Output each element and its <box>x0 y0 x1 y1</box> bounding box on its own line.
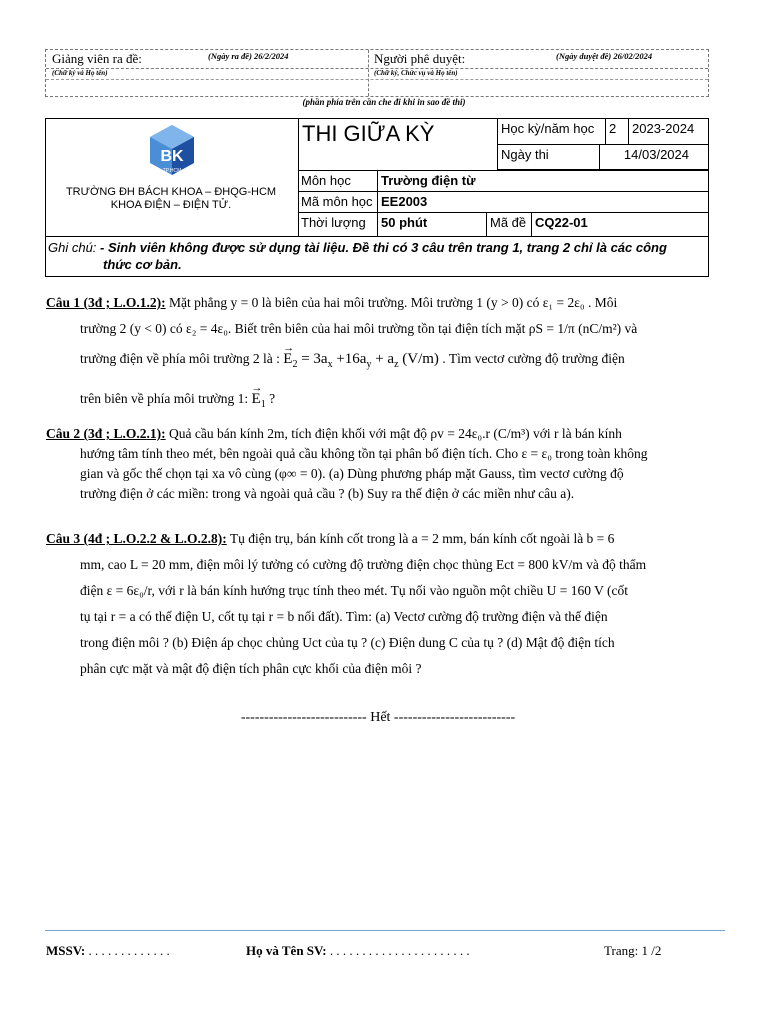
exam-code-label: Mã đề <box>486 212 532 237</box>
student-name <box>246 943 470 959</box>
page-number <box>604 943 661 959</box>
subject-label: Môn học <box>298 170 378 192</box>
reviewer-sign-hint: (Chữ ký, Chức vụ và Họ tên) <box>374 69 458 77</box>
date-label: Ngày thi <box>497 144 600 170</box>
semester-value: 2 <box>605 119 629 145</box>
note-text-1: - Sinh viên không được sử dụng tài liệu. Đề thi có 3 câu trên trang 1, trang 2 chỉ là các công <box>96 240 667 255</box>
footer <box>46 943 170 959</box>
lecturer-sign-hint: (Chữ ký và Họ tên) <box>52 69 108 77</box>
q2-line1: Quả cầu bán kính 2m, tích điện khối với mật độ ρv = 24ε₀.r (C/m³) với r là bán kính <box>165 426 622 441</box>
reviewer-date: (Ngày duyệt đề) 26/02/2024 <box>556 51 653 61</box>
note-text-2: thức cơ bản. <box>103 257 182 272</box>
question-1 <box>46 290 724 422</box>
exam-note <box>48 239 667 273</box>
q2-label: Câu 2 (3đ ; L.O.2.1): <box>46 426 166 441</box>
page-label: Trang: <box>604 943 639 958</box>
q1-line3 <box>46 342 724 382</box>
q3-line2: mm, cao L = 20 mm, điện môi lý tưởng có cường độ trường điện chọc thủng Ect = 800 kV/m và độ thẩm <box>80 557 647 572</box>
page-value: 1 /2 <box>641 943 662 958</box>
question-2 <box>46 424 724 504</box>
lecturer-date: (Ngày ra đề) 26/2/2024 <box>208 51 289 61</box>
q1-line4-b: ? <box>265 391 276 406</box>
school-line-2: KHOA ĐIỆN – ĐIỆN TỬ. <box>110 199 232 211</box>
q1-line3-a: trường điện về phía môi trường 2 là : <box>80 351 284 366</box>
duration-label: Thời lượng <box>298 212 378 237</box>
note-label: Ghi chú: <box>48 240 97 255</box>
q3-line1: Tụ điện trụ, bán kính cốt trong là a = 2 mm, bán kính cốt ngoài là b = 6 <box>226 531 615 546</box>
q1-formula: → $E_2 = 3a_x +16a_y + a_z$ (V/m) <box>283 351 439 367</box>
question-3 <box>46 526 724 682</box>
q3-line3: điện ε = 6ε₀/r, với r là bán kính hướng trục tính theo mét. Tụ nối vào nguồn một chiều U = 160 V (cốt <box>80 583 629 598</box>
cover-note: (phần phía trên cần che đi khi in sao đề thi) <box>302 97 466 107</box>
course-code-label: Mã môn học <box>298 191 378 213</box>
school-name <box>46 186 296 212</box>
end-marker: --------------------------- Hết -------------------------- <box>240 710 516 725</box>
q1-line3-b: . Tìm vectơ cường độ trường điện <box>442 351 625 366</box>
q2-line3: gian và gốc thế chọn tại xa vô cùng (φ∞ = 0). (a) Dùng phương pháp mặt Gauss, tìm vectơ cường độ <box>80 466 624 481</box>
mssv-dots: . . . . . . . . . . . . . <box>88 943 170 958</box>
q1-line2: trường 2 (y < 0) có ε₂ = 4ε₀. Biết trên biên của hai môi trường tồn tại điện tích mặt ρS = 1/π (nC/m²) và <box>80 321 638 336</box>
lecturer-label: Giảng viên ra đề: <box>52 51 142 66</box>
vec-e2: → E <box>283 342 292 376</box>
q3-line4: tụ tại r = a có thế điện U, cốt tụ tại r = b nối đất). Tìm: (a) Vectơ cường độ trường điện và thế điện <box>80 609 608 624</box>
semester-label: Học kỳ/năm học <box>497 119 606 145</box>
duration-value: 50 phút <box>377 212 487 237</box>
date-value: 14/03/2024 <box>599 144 709 170</box>
logo-sub: TP.HCM <box>162 168 182 174</box>
q3-line5: trong điện môi ? (b) Điện áp chọc chủng Uct của tụ ? (c) Điện dung C của tụ ? (d) Mật độ điện tích <box>80 635 615 650</box>
name-label: Họ và Tên SV: <box>246 943 327 958</box>
q2-line2: hướng tâm tính theo mét, bên ngoài quả cầu không tồn tại phân bố điện tích. Cho ε = ε₀ trong toàn không <box>80 446 648 461</box>
approval-box <box>45 49 709 97</box>
exam-header-table <box>45 118 709 277</box>
name-dots: . . . . . . . . . . . . . . . . . . . . . . <box>329 943 470 958</box>
course-code-value: EE2003 <box>377 191 709 213</box>
footer-rule <box>45 930 725 931</box>
bk-logo <box>142 123 202 187</box>
q1-line1: Mặt phẳng y = 0 là biên của hai môi trường. Môi trường 1 (y > 0) có ε₁ = 2ε₀ . Môi <box>165 295 618 310</box>
reviewer-label: Người phê duyệt: <box>374 51 466 66</box>
exam-title: THI GIỮA KỲ <box>302 121 435 146</box>
logo-text: BK <box>160 148 184 165</box>
year-value: 2023-2024 <box>628 119 709 145</box>
q3-label: Câu 3 (4đ ; L.O.2.2 & L.O.2.8): <box>46 531 227 546</box>
subject-value: Trường điện từ <box>377 170 709 192</box>
q3-line6: phân cực mặt và mật độ điện tích phân cực khối của điện môi ? <box>80 661 422 676</box>
vec-e1: → E <box>252 382 261 416</box>
mssv-label: MSSV: <box>46 943 86 958</box>
exam-code-value: CQ22-01 <box>531 212 709 237</box>
school-line-1: TRƯỜNG ĐH BÁCH KHOA – ĐHQG-HCM <box>65 186 277 198</box>
q1-line4: trên biên về phía môi trường 1: → $E_1$ ? <box>46 382 724 422</box>
q2-line4: trường điện ở các miền: trong và ngoài quả cầu ? (b) Suy ra thế điện ở các miền như câu a). <box>80 486 575 501</box>
q1-label: Câu 1 (3đ ; L.O.1.2): <box>46 295 166 310</box>
q1-line4-a: trên biên về phía môi trường 1: <box>80 391 252 406</box>
